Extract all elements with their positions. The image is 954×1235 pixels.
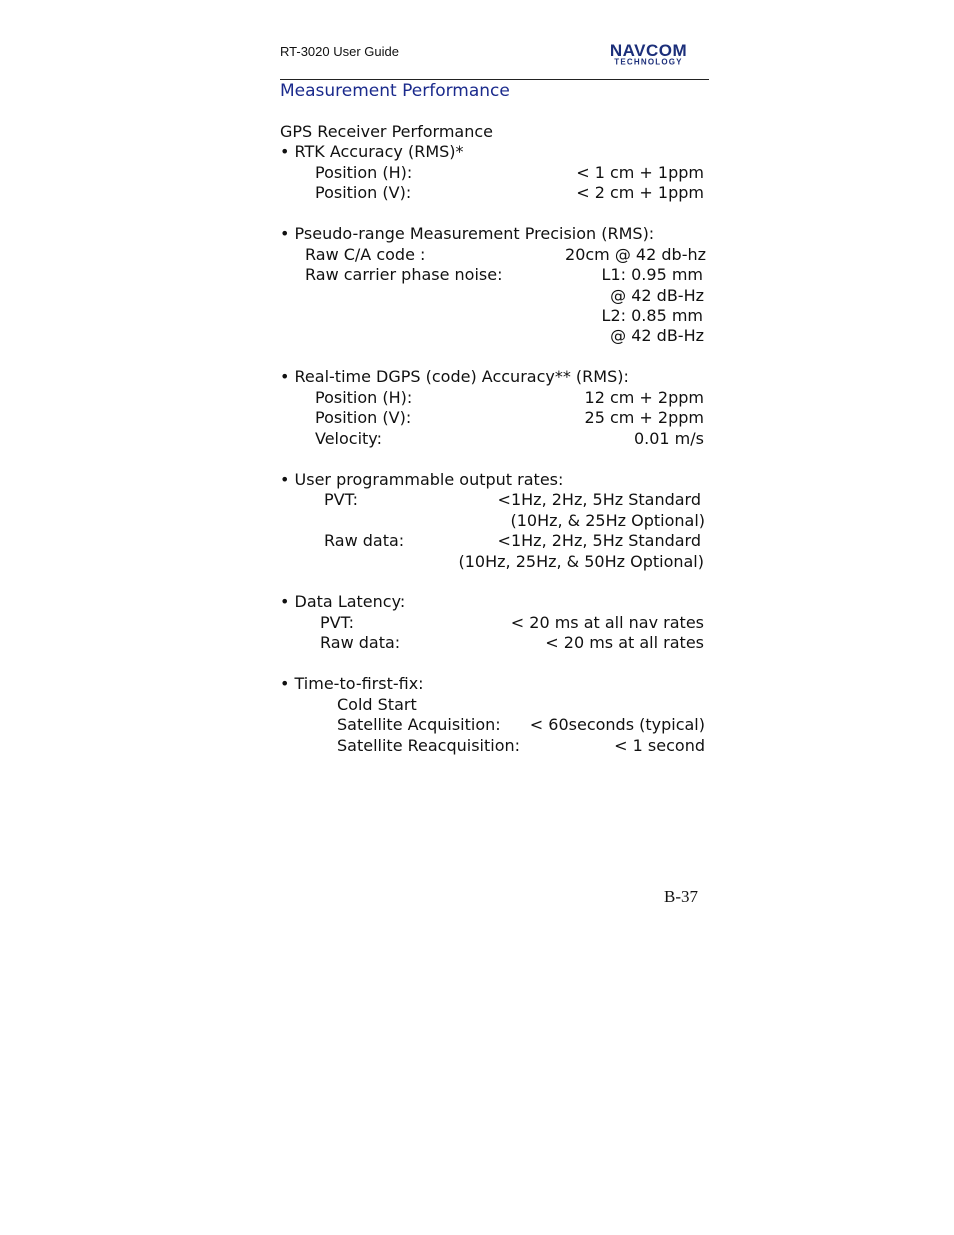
latency-pvt-value: < 20 ms at all nav rates xyxy=(510,613,704,632)
logo-sub-text: TECHNOLOGY xyxy=(614,57,683,66)
document-title: RT-3020 User Guide xyxy=(280,44,399,59)
ttff-reacquisition-label: Satellite Reacquisition: xyxy=(337,736,521,755)
dgps-velocity-label: Velocity: xyxy=(315,429,382,448)
ttff-heading: • Time-to-first-fix: xyxy=(280,674,424,693)
pseudo-l1-value: L1: 0.95 mm xyxy=(601,265,703,284)
dgps-pos-h-value: 12 cm + 2ppm xyxy=(584,388,704,407)
pseudo-ca-value: 20cm @ 42 db-hz xyxy=(565,245,706,264)
rates-pvt-label: PVT: xyxy=(324,490,358,509)
latency-heading: • Data Latency: xyxy=(280,592,406,611)
ttff-reacquisition-value: < 1 second xyxy=(614,736,705,755)
header-rule xyxy=(280,79,709,80)
latency-raw-label: Raw data: xyxy=(320,633,401,652)
dgps-heading: • Real-time DGPS (code) Accuracy** (RMS): xyxy=(280,367,629,386)
ttff-acquisition-label: Satellite Acquisition: xyxy=(337,715,501,734)
ttff-acquisition-value: < 60seconds (typical) xyxy=(529,715,705,734)
pseudo-l1-condition: @ 42 dB-Hz xyxy=(610,286,704,305)
rates-pvt-optional: (10Hz, & 25Hz Optional) xyxy=(510,511,705,530)
rates-heading: • User programmable output rates: xyxy=(280,470,564,489)
logo-main-text: NAVCOM xyxy=(609,42,688,60)
rates-raw-value: <1Hz, 2Hz, 5Hz Standard xyxy=(497,531,701,550)
section-title: Measurement Performance xyxy=(280,81,510,101)
dgps-pos-v-value: 25 cm + 2ppm xyxy=(584,408,704,427)
dgps-velocity-value: 0.01 m/s xyxy=(633,429,704,448)
latency-pvt-label: PVT: xyxy=(320,613,354,632)
page-number: B-37 xyxy=(664,887,698,906)
latency-raw-value: < 20 ms at all rates xyxy=(545,633,704,652)
gps-heading: GPS Receiver Performance xyxy=(280,122,493,141)
pseudo-heading: • Pseudo-range Measurement Precision (RMS): xyxy=(280,224,655,243)
pseudo-ca-label: Raw C/A code : xyxy=(305,245,426,264)
ttff-cold-start-label: Cold Start xyxy=(337,695,417,714)
pseudo-carrier-label: Raw carrier phase noise: xyxy=(305,265,503,284)
rates-pvt-value: <1Hz, 2Hz, 5Hz Standard xyxy=(497,490,701,509)
pseudo-l2-value: L2: 0.85 mm xyxy=(601,306,703,325)
pseudo-l2-condition: @ 42 dB-Hz xyxy=(610,326,704,345)
rtk-heading: • RTK Accuracy (RMS)* xyxy=(280,142,464,161)
navcom-logo xyxy=(588,42,709,66)
rtk-pos-h-label: Position (H): xyxy=(315,163,413,182)
rtk-pos-v-value: < 2 cm + 1ppm xyxy=(576,183,704,202)
rtk-pos-v-label: Position (V): xyxy=(315,183,412,202)
rates-raw-label: Raw data: xyxy=(324,531,405,550)
dgps-pos-h-label: Position (H): xyxy=(315,388,413,407)
dgps-pos-v-label: Position (V): xyxy=(315,408,412,427)
rates-raw-optional: (10Hz, 25Hz, & 50Hz Optional) xyxy=(458,552,704,571)
rtk-pos-h-value: < 1 cm + 1ppm xyxy=(576,163,704,182)
